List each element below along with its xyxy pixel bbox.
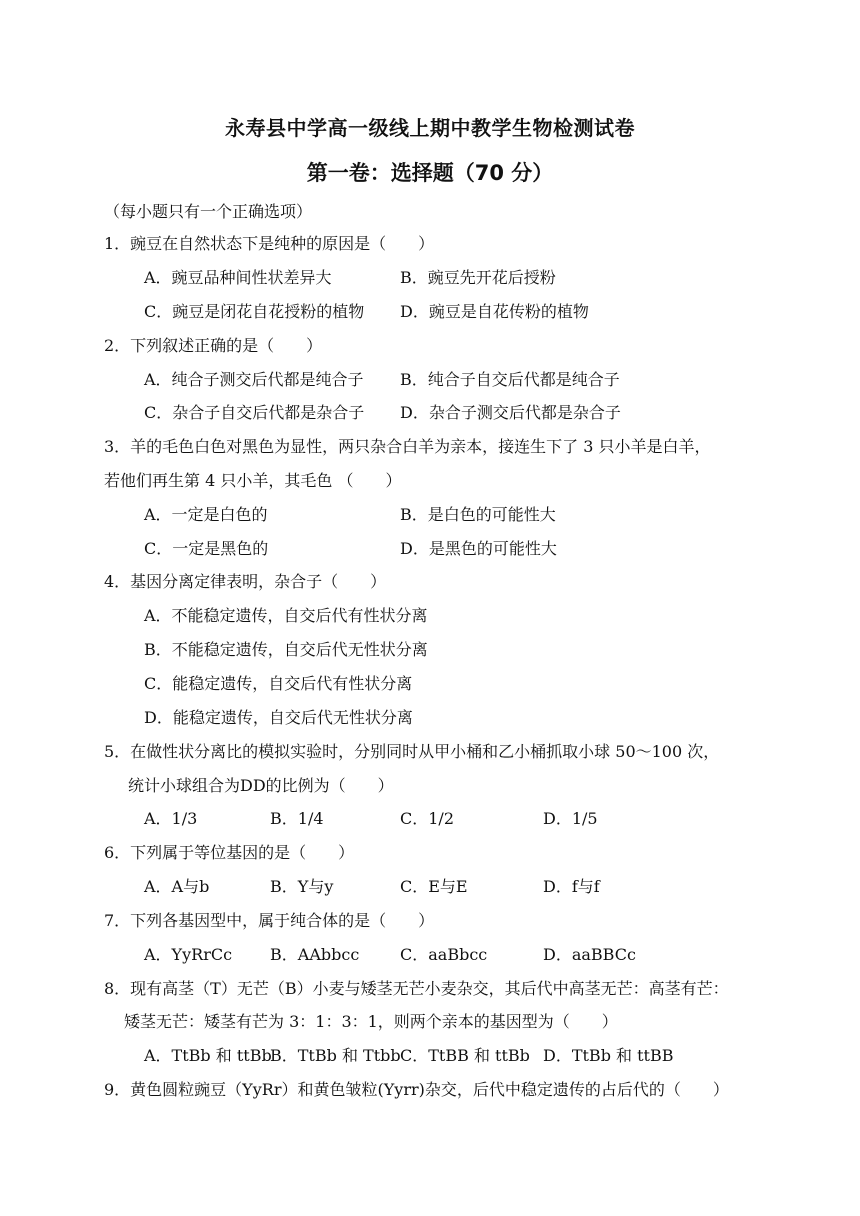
question-7-stem: 7．下列各基因型中，属于纯合体的是（ ） (104, 911, 435, 930)
question-6-option-a: A．A与b (144, 877, 210, 896)
instruction-note: （每小题只有一个正确选项） (104, 202, 313, 221)
main-title: 永寿县中学高一级线上期中教学生物检测试卷 (225, 116, 635, 140)
question-3-option-d: D．是黑色的可能性大 (400, 539, 557, 558)
question-6-option-d: D．f与f (543, 877, 600, 896)
question-3-option-a: A．一定是白色的 (144, 505, 268, 524)
question-8-option-b: B．TtBb 和 Ttbb (270, 1046, 401, 1065)
question-3-stem: 3．羊的毛色白色对黑色为显性，两只杂合白羊为亲本，接连生下了 3 只小羊是白羊， (104, 437, 711, 456)
question-4-option-b: B．不能稳定遗传，自交后代无性状分离 (144, 640, 428, 659)
question-8-stem: 8．现有高茎（T）无芒（B）小麦与矮茎无芒小麦杂交，其后代中高茎无芒：高茎有芒： (104, 979, 729, 998)
question-8-option-a: A．TtBb 和 ttBb (144, 1046, 272, 1065)
question-6-option-c: C．E与E (400, 877, 468, 896)
question-4-option-a: A．不能稳定遗传，自交后代有性状分离 (144, 606, 428, 625)
section-title: 第一卷：选择题（70 分） (306, 161, 554, 185)
question-5-option-d: D．1/5 (543, 809, 598, 828)
question-8-option-c: C．TtBB 和 ttBb (400, 1046, 530, 1065)
question-7-option-c: C．aaBbcc (400, 945, 488, 964)
question-6-option-b: B．Y与y (270, 877, 334, 896)
question-2-option-a: A．纯合子测交后代都是纯合子 (144, 370, 364, 389)
question-3-option-c: C．一定是黑色的 (144, 539, 269, 558)
question-4-option-c: C．能稳定遗传，自交后代有性状分离 (144, 674, 413, 693)
question-9-stem: 9．黄色圆粒豌豆（YyRr）和黄色皱粒(Yyrr)杂交，后代中稳定遗传的占后代的（ ） (104, 1080, 729, 1099)
question-3-stem-cont: 若他们再生第 4 只小羊，其毛色 （ ） (104, 471, 402, 490)
question-1-option-d: D．豌豆是自花传粉的植物 (400, 302, 589, 321)
question-2-option-b: B．纯合子自交后代都是纯合子 (400, 370, 620, 389)
question-4-option-d: D．能稳定遗传，自交后代无性状分离 (144, 708, 413, 727)
question-1-option-c: C．豌豆是闭花自花授粉的植物 (144, 302, 365, 321)
question-5-option-a: A．1/3 (144, 809, 198, 828)
question-5-option-c: C．1/2 (400, 809, 454, 828)
question-6-stem: 6．下列属于等位基因的是（ ） (104, 843, 355, 862)
question-7-option-a: A．YyRrCc (144, 945, 233, 964)
question-5-stem-cont: 统计小球组合为DD的比例为（ ） (128, 776, 394, 795)
question-7-option-d: D．aaBBCc (543, 945, 636, 964)
question-8-stem-cont: 矮茎无芒：矮茎有芒为 3：1：3：1，则两个亲本的基因型为（ ） (124, 1012, 618, 1031)
question-1-option-b: B．豌豆先开花后授粉 (400, 268, 556, 287)
question-5-stem: 5．在做性状分离比的模拟实验时，分别同时从甲小桶和乙小桶抓取小球 50～100 次， (104, 742, 720, 761)
question-2-option-d: D．杂合子测交后代都是杂合子 (400, 403, 621, 422)
question-5-option-b: B．1/4 (270, 809, 324, 828)
question-1-stem: 1．豌豆在自然状态下是纯种的原因是（ ） (104, 234, 435, 253)
question-2-option-c: C．杂合子自交后代都是杂合子 (144, 403, 365, 422)
question-1-option-a: A．豌豆品种间性状差异大 (144, 268, 332, 287)
question-3-option-b: B．是白色的可能性大 (400, 505, 556, 524)
question-7-option-b: B．AAbbcc (270, 945, 360, 964)
question-8-option-d: D．TtBb 和 ttBB (543, 1046, 674, 1065)
question-2-stem: 2．下列叙述正确的是（ ） (104, 336, 323, 355)
question-4-stem: 4．基因分离定律表明，杂合子（ ） (104, 572, 387, 591)
